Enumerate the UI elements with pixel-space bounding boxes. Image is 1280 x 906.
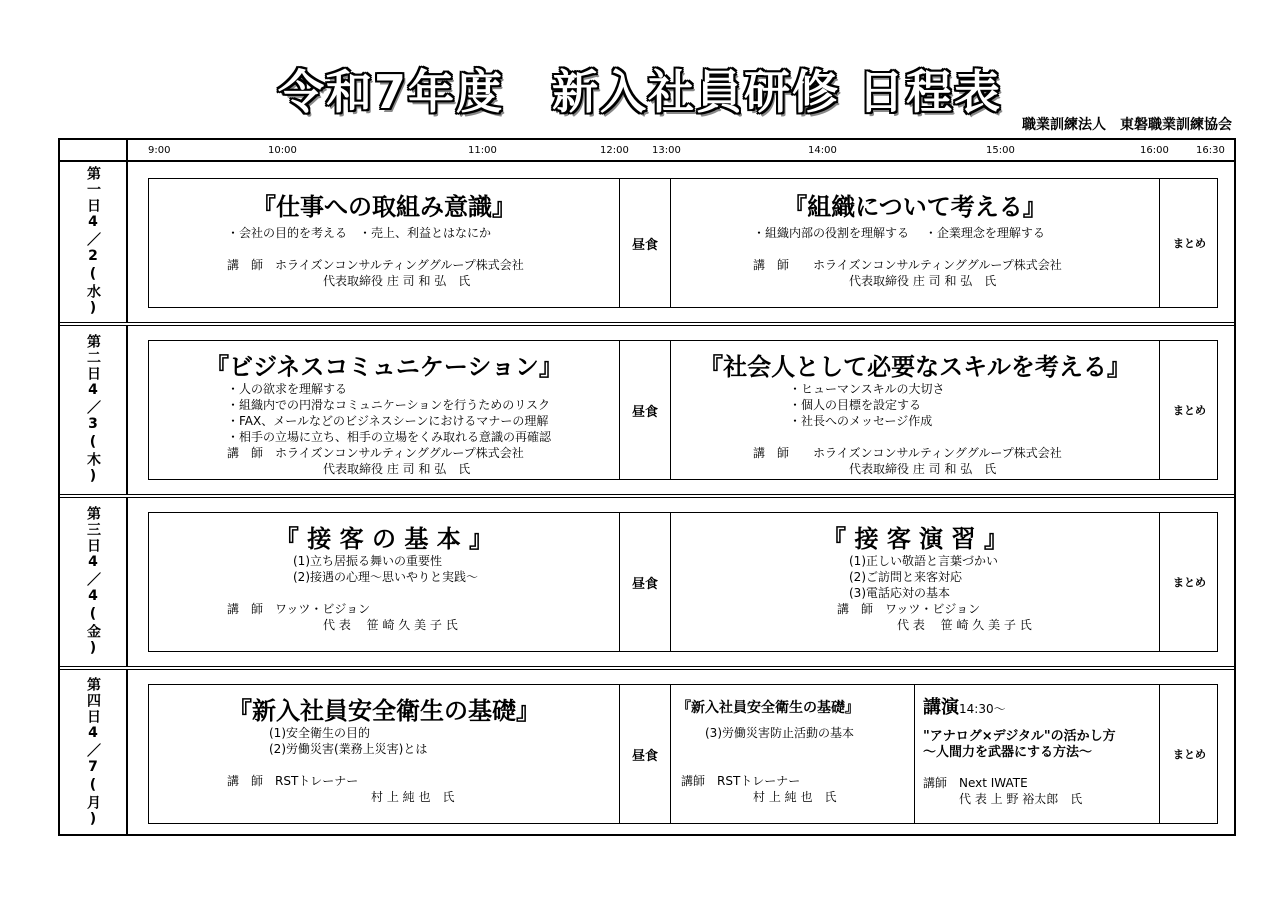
lunch-cell: [620, 685, 671, 823]
summary-label: まとめ: [1173, 404, 1206, 417]
morning-session: [149, 341, 620, 479]
day-row: [60, 670, 1234, 836]
page-title: 令和7年度 新入社員研修 日程表: [277, 65, 1003, 119]
session-title: 『ビジネスコミュニケーション』: [205, 353, 563, 381]
session-card: [148, 340, 1218, 480]
summary-label: まとめ: [1173, 237, 1206, 250]
day-row: [60, 326, 1234, 494]
lunch-cell: [620, 179, 671, 307]
afternoon-session: [671, 179, 1160, 307]
day-label: 第一日4／2(水): [85, 166, 101, 318]
afternoon-session: [671, 513, 1160, 651]
summary-cell: [1160, 179, 1219, 307]
session-details: ・人の欲求を理解する ・組織内での円滑なコミュニケーションを行うためのリスク ・FAX、メールなどのビジネスシーンにおけるマナーの理解 ・相手の立場に立ち、相手の立場をくみ取れる意識の再確認 講 師 ホライズンコンサルティンググループ株式会社 代表取締役 庄 司 和 弘 氏: [227, 382, 552, 476]
organization-name: 職業訓練法人 東磐職業訓練協会: [1022, 117, 1232, 133]
lecture-title: 講演: [923, 697, 959, 718]
day-label-cell: [60, 670, 128, 836]
session-details: ・会社の目的を考える ・売上、利益とはなにか 講 師 ホライズンコンサルティンググループ株式会社 代表取締役 庄 司 和 弘 氏: [227, 226, 524, 288]
summary-cell: [1160, 513, 1219, 651]
lunch-cell: [620, 513, 671, 651]
day-label-cell: [60, 326, 128, 494]
summary-cell: [1160, 685, 1219, 823]
lunch-label: 昼食: [631, 576, 658, 592]
session-details: (1)安全衛生の目的 (2)労働災害(業務上災害)とは 講 師 RSTトレーナー 村 上 純 也 氏: [227, 726, 455, 804]
day-label: 第二日4／3(木): [85, 334, 101, 486]
lecture-time: 14:30～: [959, 702, 1006, 716]
lunch-cell: [620, 341, 671, 479]
time-label: 12:00: [600, 145, 629, 156]
lunch-label: 昼食: [631, 404, 658, 420]
session-title: 『社会人として必要なスキルを考える』: [699, 353, 1131, 381]
summary-cell: [1160, 341, 1219, 479]
session-title: 『組織について考える』: [783, 193, 1047, 221]
day-label: 第四日4／7(月): [85, 677, 101, 829]
session-title: 『新入社員安全衛生の基礎』: [228, 697, 540, 725]
afternoon-session: [671, 685, 915, 823]
header-divider: [126, 140, 128, 160]
time-header: [60, 140, 1234, 162]
time-label: 16:30: [1196, 145, 1225, 156]
session-card: [148, 178, 1218, 308]
time-label: 14:00: [808, 145, 837, 156]
lecture-session: [915, 685, 1160, 823]
time-label: 10:00: [268, 145, 297, 156]
morning-session: [149, 513, 620, 651]
session-title: 『新入社員安全衛生の基礎』: [677, 700, 859, 716]
lecture-speaker: 講師 Next IWATE 代 表 上 野 裕太郎 氏: [923, 776, 1083, 806]
lecture-heading: [923, 693, 1006, 719]
schedule-table: [58, 138, 1236, 836]
session-details: (1)立ち居振る舞いの重要性 (2)接遇の心理～思いやりと実践～ 講 師 ワッツ・ビジョン 代 表 笹 崎 久 美 子 氏: [227, 554, 478, 632]
time-label: 15:00: [986, 145, 1015, 156]
morning-session: [149, 685, 620, 823]
session-details: (1)正しい敬語と言葉づかい (2)ご訪問と来客対応 (3)電話応対の基本 講 師 ワッツ・ビジョン 代 表 笹 崎 久 美 子 氏: [837, 554, 1032, 632]
session-title: 『仕事への取組み意識』: [252, 193, 516, 221]
time-label: 11:00: [468, 145, 497, 156]
day-label-cell: [60, 162, 128, 322]
morning-session: [149, 179, 620, 307]
afternoon-session: [671, 341, 1160, 479]
session-details: ・組織内部の役割を理解する ・企業理念を理解する 講 師 ホライズンコンサルティンググループ株式会社 代表取締役 庄 司 和 弘 氏: [753, 226, 1062, 288]
time-label: 16:00: [1140, 145, 1169, 156]
session-details: (3)労働災害防止活動の基本 講師 RSTトレーナー 村 上 純 也 氏: [681, 726, 854, 804]
day-row: [60, 162, 1234, 322]
summary-label: まとめ: [1173, 576, 1206, 589]
session-title: 『 接 客 演 習 』: [822, 525, 1008, 553]
lunch-label: 昼食: [631, 748, 658, 764]
day-label-cell: [60, 498, 128, 666]
day-row: [60, 498, 1234, 666]
summary-label: まとめ: [1173, 748, 1206, 761]
lecture-details: "アナログ×デジタル"の活かし方 ～人間力を武器にする方法～: [923, 729, 1116, 760]
day-label: 第三日4／4(金): [85, 506, 101, 658]
session-card: [148, 684, 1218, 824]
session-details: ・ヒューマンスキルの大切さ ・個人の目標を設定する ・社長へのメッセージ作成 講 師 ホライズンコンサルティンググループ株式会社 代表取締役 庄 司 和 弘 氏: [753, 382, 1062, 476]
lunch-label: 昼食: [631, 237, 658, 253]
session-card: [148, 512, 1218, 652]
time-label: 9:00: [148, 145, 171, 156]
time-label: 13:00: [652, 145, 681, 156]
session-title: 『 接 客 の 基 本 』: [274, 525, 494, 553]
